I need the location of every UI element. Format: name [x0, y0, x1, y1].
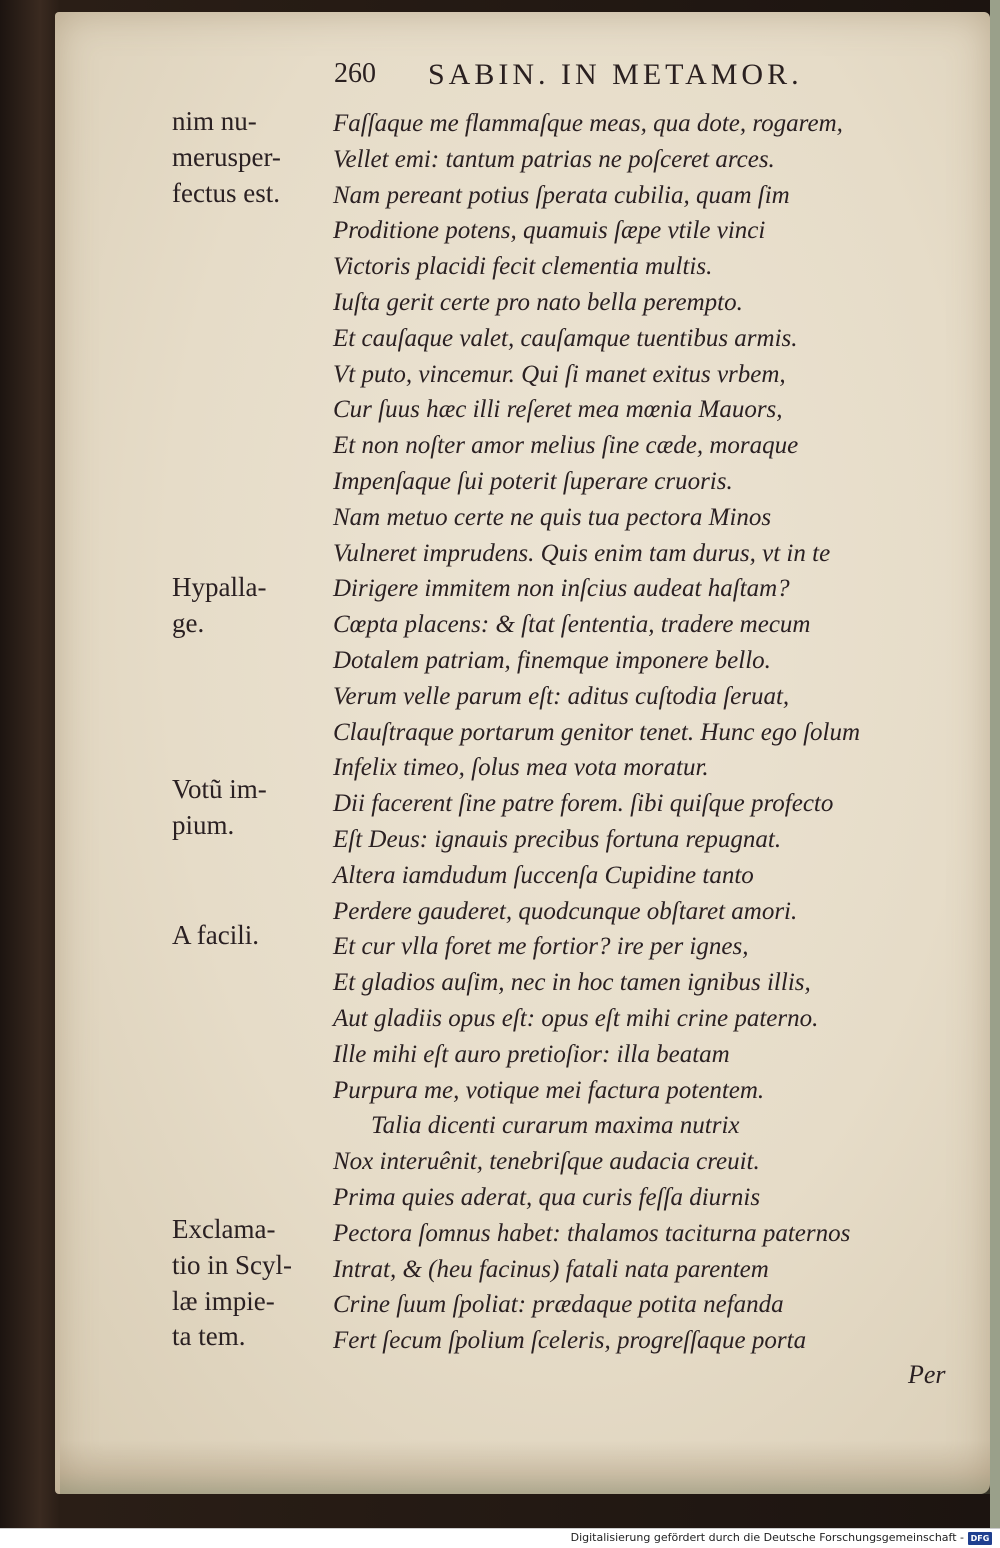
verse-line: Aut gladiis opus eſt: opus eſt mihi crine paterno.	[333, 1004, 819, 1032]
verse-line: Nam metuo certe ne quis tua pectora Minos	[333, 503, 772, 531]
margin-note	[172, 772, 322, 844]
verse-line: Pectora ſomnus habet: thalamos taciturna paternos	[333, 1219, 851, 1247]
verse-line: Purpura me, votique mei factura potentem.	[333, 1076, 765, 1104]
verse-line: Et gladios auſim, nec in hoc tamen ignibus illis,	[333, 969, 811, 997]
verse-line: Victoris placidi fecit clementia multis.	[333, 253, 713, 281]
verse-line: Cœpta placens: & ſtat ſententia, tradere mecum	[333, 611, 811, 639]
verse-line: Nox interuênit, tenebriſque audacia creuit.	[333, 1148, 760, 1176]
funding-credit: Digitalisierung gefördert durch die Deutsche Forschungsgemeinschaft -	[570, 1531, 964, 1544]
margin-note-line: A facili.	[172, 920, 259, 950]
verse-line: Et cauſaque valet, cauſamque tuentibus armis.	[333, 324, 798, 352]
verse-line: Eſt Deus: ignauis precibus fortuna repugnat.	[333, 825, 782, 853]
margin-note-line: læ impie-	[172, 1285, 275, 1316]
verse-line: Vulneret imprudens. Quis enim tam durus, vt in te	[333, 539, 831, 567]
margin-note-line: Votũ im-	[172, 774, 267, 804]
running-title: SABIN. IN METAMOR.	[428, 58, 803, 91]
margin-note	[172, 104, 322, 211]
margin-note-line: nim nu-	[172, 106, 257, 136]
book-edge	[990, 0, 1000, 1528]
verse-line: Perdere gauderet, quodcunque obſtaret amori.	[333, 897, 798, 925]
verse-line: Cur ſuus hæc illi reſeret mea mœnia Mauors,	[333, 396, 783, 424]
verse-line: Prima quies aderat, qua curis feſſa diurnis	[333, 1183, 761, 1211]
verse-line: Impenſaque ſui poterit ſuperare cruoris.	[333, 467, 733, 495]
running-header	[322, 58, 942, 98]
verse-line: Nam pereant potius ſperata cubilia, quam ſim	[333, 181, 790, 209]
verse-line: Et cur vlla foret me fortior? ire per ignes,	[333, 933, 749, 961]
verse-line: Dotalem patriam, finemque imponere bello.	[333, 646, 771, 674]
page-bottom-edge	[60, 1440, 990, 1494]
verse-line: Crine ſuum ſpoliat: prædaque potita nefanda	[333, 1291, 784, 1319]
margin-note-line: ta tem.	[172, 1321, 246, 1352]
verse-line: Verum velle parum eſt: aditus cuſtodia ſeruat,	[333, 682, 790, 710]
verse-line: Talia dicenti curarum maxima nutrix	[371, 1112, 740, 1140]
margin-note-line: pium.	[172, 809, 235, 840]
verse-line: Altera iamdudum ſuccenſa Cupidine tanto	[333, 861, 754, 889]
page-number: 260	[334, 58, 376, 89]
verse-line: Vellet emi: tantum patrias ne poſceret arces.	[333, 145, 775, 173]
verse-line: Faſſaque me flammaſque meas, qua dote, rogarem,	[333, 110, 843, 137]
verse-line: Infelix timeo, ſolus mea vota moratur.	[333, 754, 709, 782]
verse-line: Et non noſter amor melius ſine cæde, moraque	[333, 432, 799, 460]
verse-line: Vt puto, vincemur. Qui ſi manet exitus vrbem,	[333, 360, 786, 388]
verse-line: Proditione potens, quamuis ſæpe vtile vinci	[333, 217, 766, 245]
margin-note	[172, 918, 322, 954]
verse-line: Dii facerent ſine patre forem. ſibi quiſque profecto	[333, 790, 834, 818]
verse-line: Clauſtraque portarum genitor tenet. Hunc ego ſolum	[333, 718, 861, 746]
dfg-logo: DFG	[968, 1532, 992, 1545]
verse-line: Intrat, & (heu facinus) fatali nata parentem	[333, 1255, 769, 1283]
verse-line: Iuſta gerit certe pro nato bella perempto.	[333, 288, 743, 316]
verse-line: Ille mihi eſt auro pretioſior: illa beatam	[333, 1040, 730, 1068]
margin-note-line: ge.	[172, 607, 205, 638]
margin-note	[172, 570, 322, 642]
footer-bar	[0, 1528, 1000, 1548]
margin-note-line: Exclama-	[172, 1214, 276, 1244]
margin-note-line: Hypalla-	[172, 572, 267, 602]
margin-note-line: fectus est.	[172, 177, 280, 208]
verse-line: Fert ſecum ſpolium ſceleris, progreſſaque porta	[333, 1327, 807, 1355]
margin-note-line: merusper-	[172, 141, 281, 172]
margin-note	[172, 1212, 322, 1355]
margin-note-line: tio in Scyl-	[172, 1249, 292, 1280]
catchword: Per	[908, 1360, 946, 1389]
verse-block	[333, 106, 973, 1359]
verse-line: Dirigere immitem non inſcius audeat haſtam?	[333, 575, 790, 603]
